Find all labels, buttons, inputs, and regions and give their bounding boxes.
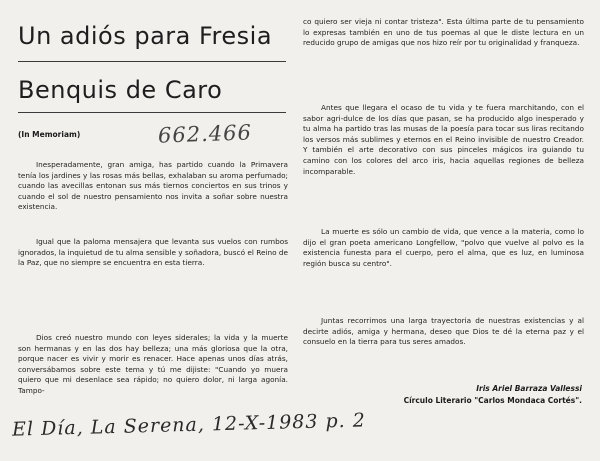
signature-organization: Círculo Literario "Carlos Mondaca Cortés". [403, 396, 582, 405]
right-paragraph-1: co quiero ser vieja ni contar tristeza". Esta última parte de tu pensamiento lo expresas también en uno de tus poemas al que le diste lectura en un reducido grupo de amigas que nos hizo reír por tu originalidad y franqueza. [303, 17, 584, 48]
signature-name: Iris Ariel Barraza Vallessi [476, 384, 582, 393]
handwritten-source-note: El Día, La Serena, 12-X-1983 p. 2 [11, 409, 367, 441]
in-memoriam-label: (In Memoriam) [18, 130, 81, 139]
left-paragraph-2: Igual que la paloma mensajera que levanta sus vuelos con rumbos ignorados, la inquietud de tu alma sensible y soñadora, buscó el Reino de la Paz, que no siempre se encuentra en esta tierra. [18, 237, 288, 268]
left-paragraph-3: Dios creó nuestro mundo con leyes siderales; la vida y la muerte son hermanas y en las dos hay belleza; una más gloriosa que la otra, porque nacer es vivir y morir es renacer. Hace apenas unos días atrás, conversábamos sobre este tema y tú me dijiste: "Cuando yo muera quiero que mi desenlace sea rápido; no quiero dolor, ni larga agonía. Tampo- [18, 333, 288, 395]
right-paragraph-4: Juntas recorrimos una larga trayectoria de nuestras existencias y al decirte adiós, amiga y hermana, deseo que Dios te dé la eterna paz y el consuelo en la tierra para tus seres amados. [303, 316, 584, 347]
right-paragraph-3: La muerte es sólo un cambio de vida, que vence a la materia, como lo dijo el gran poeta americano Longfellow, "polvo que vuelve al polvo es la existencia funesta para el cuerpo, pero el alma, que es luz, en luminosa región busca su centro". [303, 227, 584, 268]
subject-divider [18, 112, 286, 113]
article-subject-name: Benquis de Caro [18, 76, 223, 104]
handwritten-catalog-number: 662.466 [157, 120, 253, 148]
left-paragraph-1: Inesperadamente, gran amiga, has partido cuando la Primavera tenía los jardines y las rosas más bellas, exhalaban su aroma perfumado; cuando las avecillas entonan sus más tiernos conciertos en sus trinos y cuando el sol de nuestro pensamiento nos invita a soñar sobre nuestra existencia. [18, 160, 288, 212]
right-paragraph-2: Antes que llegara el ocaso de tu vida y te fuera marchitando, con el sabor agri-dulce de los días que pasan, se ha producido algo inesperado y tu alma ha partido tras las musas de la poesía para tocar sus liras recitando los versos más sublimes y eternos en el Reino invisible de nuestro Creador. Y también el arte decorativo con sus pinceles mágicos ira guiando tu camino con los colores del arco iris, hacia aquellas regiones de belleza incomparable. [303, 103, 584, 176]
title-divider [18, 61, 286, 62]
article-title: Un adiós para Fresia [18, 22, 273, 50]
